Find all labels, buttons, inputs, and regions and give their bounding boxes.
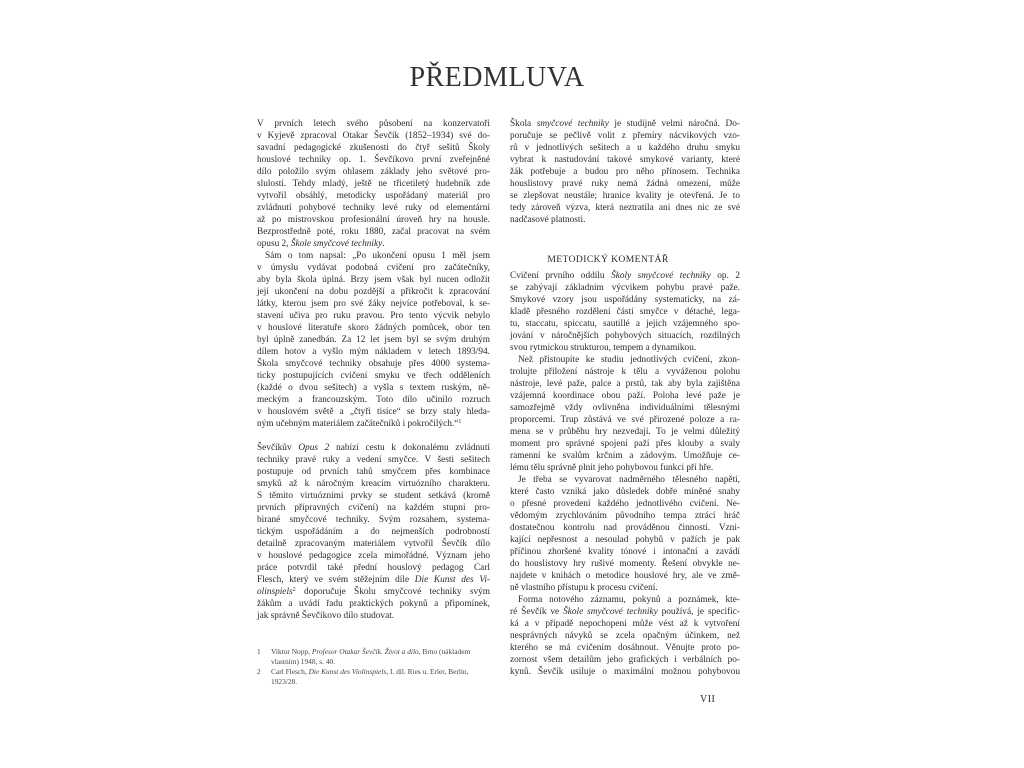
- text-line: [257, 394, 490, 406]
- footnote-reference: 2: [292, 587, 296, 593]
- text-line: [257, 250, 490, 262]
- text-run: jak správně Ševčíkovo dílo studovat.: [257, 611, 395, 621]
- text-line: [257, 418, 490, 430]
- text-run: Je třeba se vyvarovat nadměrného tělesného napětí,: [518, 475, 740, 485]
- text-line: [510, 642, 740, 654]
- text-run: Viktor Nopp,: [271, 647, 312, 656]
- text-run: Smykové vzory jsou uspořádány systematicky, na zá-: [510, 295, 740, 305]
- text-run: Škola: [510, 119, 537, 129]
- italic-title: Die Kunst des Vi-: [414, 575, 490, 585]
- commentary-paragraph-1: [510, 270, 740, 354]
- text-line: [257, 154, 490, 166]
- text-run: se zlepšovat neustále; hranice kvality je otevřená. Je to: [510, 191, 740, 201]
- page-number: VII: [700, 694, 716, 705]
- text-line: [510, 190, 740, 202]
- text-run: ramenní ke svalům krčním a zádovým. Umožňuje ce-: [510, 451, 740, 461]
- text-line: [510, 546, 740, 558]
- text-run: Cvičení prvního oddílu: [510, 271, 612, 281]
- commentary-paragraph-2: [510, 354, 740, 474]
- text-line: [510, 510, 740, 522]
- text-line: [257, 286, 490, 298]
- text-run: houslistovy pravé ruky nemá žádná omezení, může: [510, 179, 740, 189]
- text-run: Bezprostředně poté, roku 1880, začal pracovat na svém: [257, 227, 490, 237]
- text-run: rů v jednotlivých sešitech a u každého druhu smyku: [510, 143, 740, 153]
- text-run: , I. díl. Ries u. Erler, Berlin, 1923/28.: [271, 667, 469, 686]
- footnote-1: [257, 647, 490, 667]
- text-line: [257, 502, 490, 514]
- text-line: [257, 310, 490, 322]
- text-run: kladě přesného rozdělení částí smyčce v détaché, lega-: [510, 307, 740, 317]
- footnote-2: [257, 667, 490, 687]
- text-line: [510, 178, 740, 190]
- italic-title: Škole smyčcové techniky: [563, 607, 658, 617]
- text-run: Forma notového záznamu, pokynů a poznámek, kte-: [518, 595, 740, 605]
- text-line: [257, 178, 490, 190]
- text-line: [510, 342, 740, 354]
- text-line: [257, 478, 490, 490]
- text-run: birané smyčcové techniky. Svým rozsahem, systema-: [257, 515, 490, 525]
- text-run: žákům a uvádí řadu praktických pokynů a připomínek,: [257, 599, 490, 609]
- text-run: které často vzniká jako důsledek dobře míněné snahy: [510, 487, 740, 497]
- text-line: [510, 522, 740, 534]
- text-line: [510, 498, 740, 510]
- text-run: , Brno (nákladem vlastním) 1948, s. 40.: [271, 647, 471, 666]
- text-line: [510, 474, 740, 486]
- text-run: trolujte přiložení nástroje k tělu a vyváženou polohu: [510, 367, 740, 377]
- text-line: [510, 534, 740, 546]
- text-line: [510, 594, 740, 606]
- text-line: [510, 582, 740, 594]
- text-line: [257, 442, 490, 454]
- text-line: [510, 118, 740, 130]
- text-run: lému tělu správně plnit jeho pohybovou funkci při hře.: [510, 463, 714, 473]
- text-run: Sám o tom napsal: „Po ukončení opusu 1 měl jsem: [265, 251, 490, 261]
- text-line: [510, 570, 740, 582]
- text-line: [257, 226, 490, 238]
- text-line: [257, 346, 490, 358]
- text-run: savadní pedagogické zkušenosti do čtyř sešitů Školy: [257, 143, 490, 153]
- italic-title: Škole smyčcové techniky: [290, 239, 383, 249]
- footnote-text: [271, 647, 470, 666]
- text-run: v houslové literatuře skoro žádných pomůcek, obor ten: [257, 323, 490, 333]
- intro-paragraph-1: [257, 118, 490, 250]
- text-run: Než přistoupíte ke studiu jednotlivých cvičení, zkon-: [518, 355, 740, 365]
- text-run: .: [382, 239, 385, 249]
- text-run: příčinou zhoršené kvality tónové i intonační a zavádí: [510, 547, 740, 557]
- text-line: [510, 462, 740, 474]
- text-line: [510, 270, 740, 282]
- text-run: v houslové pedagogice zcela mimořádné. Význam jeho: [257, 551, 490, 561]
- text-run: kající nepřesnost a nesoulad pohybů v pažích je pak: [510, 535, 740, 545]
- text-run: žák potřebuje a budou pro něho přínosem. Technika: [510, 167, 740, 177]
- text-run: ně vlastního přístupu k procesu cvičení.: [510, 583, 658, 593]
- text-run: najdete v knihách o metodice houslové hry, ale ve změ-: [510, 571, 740, 581]
- text-run: S těmito virtuózními prvky se student setkává (kromě: [257, 491, 490, 501]
- text-line: [257, 406, 490, 418]
- text-run: až po mistrovskou profesionální úroveň hry na housle.: [257, 215, 490, 225]
- text-line: [257, 334, 490, 346]
- page-title: PŘEDMLUVA: [409, 62, 585, 93]
- section-heading: METODICKÝ KOMENTÁŘ: [547, 254, 669, 265]
- text-run: tedy zároveň výzva, která neztratila ani dnes nic ze své: [510, 203, 740, 213]
- italic-title: Die Kunst des Violinspiels: [308, 667, 387, 676]
- text-run: detailně zpracovaným materiálem vytvořil Ševčík dílo: [257, 539, 490, 549]
- text-line: [510, 130, 740, 142]
- text-run: zvládnutí pohybové techniky levé ruky od elementární: [257, 203, 490, 213]
- text-run: její ukončení na dobu pozdější a přikročit k zpracování: [257, 287, 490, 297]
- text-run: kynů. Ševčík usiluje o maximální možnou pohybovou: [510, 667, 740, 677]
- text-run: meckým a francouzským. Toto dílo učinilo rozruch: [257, 395, 490, 405]
- intro-paragraph-4: [510, 118, 740, 226]
- text-run: techniky pravé ruky a vedení smyčce. V šesti sešitech: [257, 455, 490, 465]
- text-run: smyků až k náročným kreacím virtuózního charakteru.: [257, 479, 490, 489]
- text-run: kterého se má cvičením dosáhnout. Věnujte proto po-: [510, 643, 740, 653]
- text-line: [257, 574, 490, 586]
- commentary-paragraph-4: [510, 594, 740, 678]
- text-line: [257, 610, 490, 622]
- text-run: se zabývají základním výcvikem pohybu pravé paže.: [510, 283, 740, 293]
- text-run: prvních přípravných cvičení) na každém stupni pro-: [257, 503, 490, 513]
- footnote-number: 2: [257, 667, 261, 676]
- text-line: [257, 550, 490, 562]
- text-line: [257, 526, 490, 538]
- text-run: op. 2: [710, 271, 740, 281]
- text-line: [257, 322, 490, 334]
- intro-paragraph-3: [257, 442, 490, 622]
- text-line: [510, 390, 740, 402]
- text-line: [510, 558, 740, 570]
- text-run: jování v náročnějších pohybových situacích, rozdílných: [510, 331, 740, 341]
- text-run: poručuje se pečlivě volit z přemíry nácvikových vzo-: [510, 131, 740, 141]
- text-line: [257, 370, 490, 382]
- text-line: [257, 538, 490, 550]
- text-run: Škola smyčcové techniky obsahuje přes 4000 systema-: [257, 359, 490, 369]
- text-run: dílem hotov a vyšlo mým nákladem v letech 1893/94.: [257, 347, 490, 357]
- text-line: [510, 486, 740, 498]
- text-line: [257, 466, 490, 478]
- text-run: V prvních letech svého působení na konzervatoři: [257, 119, 490, 129]
- text-run: Ševčíkův: [257, 443, 299, 453]
- text-line: [257, 214, 490, 226]
- text-run: v houslovém světě a „čtyři tisíce“ se brzy staly hleda-: [257, 407, 490, 417]
- text-run: Flesch, který ve svém stěžejním díle: [257, 575, 415, 585]
- text-line: [257, 454, 490, 466]
- text-run: slulosti. Tehdy mladý, ještě ne třicetiletý hudebník zde: [257, 179, 490, 189]
- text-run: (každé o dvou sešitech) a vyšla s textem ruským, ně-: [257, 383, 490, 393]
- footnote-number: 1: [257, 647, 261, 656]
- text-line: [510, 666, 740, 678]
- text-line: [257, 382, 490, 394]
- italic-title: Profesor Otakar Ševčík. Život a dílo: [311, 647, 419, 656]
- text-line: [510, 166, 740, 178]
- text-run: tu, staccatu, spiccatu, sautillé a jejich vzájemného spo-: [510, 319, 740, 329]
- text-run: dostatečnou kontrolu nad prováděnou činností. Vzni-: [510, 523, 740, 533]
- text-line: [510, 142, 740, 154]
- text-run: vzájemná koordinace obou paží. Poloha levé paže je: [510, 391, 740, 401]
- text-run: postupuje od prvních tahů smyčcem přes kombinace: [257, 467, 490, 477]
- text-run: aby byla škola úplná. Brzy jsem však byl nucen odložit: [257, 275, 490, 285]
- text-run: ticky postupujících cvičení smyku ve třech odděleních: [257, 371, 490, 381]
- text-line: [257, 238, 490, 250]
- text-line: [257, 166, 490, 178]
- text-run: Carl Flesch,: [271, 667, 309, 676]
- text-run: látky, kterou jsem pro své žáky nejvíce potřeboval, k se-: [257, 299, 490, 309]
- text-line: [510, 378, 740, 390]
- text-run: svou rytmickou strukturou, tempem a dynamikou.: [510, 343, 697, 353]
- text-line: [257, 142, 490, 154]
- text-line: [510, 630, 740, 642]
- text-line: [257, 598, 490, 610]
- text-line: [257, 358, 490, 370]
- text-run: vybrat k nastudování takové smykové varianty, které: [510, 155, 740, 165]
- text-run: v úmyslu vydávat podobná cvičení pro začátečníky,: [257, 263, 490, 273]
- italic-title: Opus 2: [298, 443, 330, 453]
- text-line: [510, 354, 740, 366]
- commentary-paragraph-3: [510, 474, 740, 594]
- text-line: [257, 298, 490, 310]
- text-line: [257, 190, 490, 202]
- text-line: [257, 562, 490, 574]
- italic-title: Školy smyčcové techniky: [611, 271, 711, 281]
- text-run: ká a v případě nepochopení může vést až k vytvoření: [510, 619, 740, 629]
- text-line: [510, 318, 740, 330]
- text-run: proporcemi. Trup zůstává ve své přirozené poloze a ra-: [510, 415, 740, 425]
- italic-title: olinspiels: [257, 587, 293, 597]
- text-run: v Kyjevě zpracoval Otakar Ševčík (1852–1934) své do-: [257, 131, 490, 141]
- text-line: [510, 402, 740, 414]
- text-line: [510, 606, 740, 618]
- text-run: nesprávných návyků se zcela opačným účinkem, než: [510, 631, 740, 641]
- text-line: [510, 366, 740, 378]
- text-line: [510, 282, 740, 294]
- footnote-reference: 1: [458, 419, 462, 425]
- text-run: je studijně velmi náročná. Do-: [608, 119, 740, 129]
- text-line: [257, 490, 490, 502]
- text-run: stavení učiva pro ruku pravou. Pro tento výcvik nebylo: [257, 311, 490, 321]
- intro-paragraph-2-quote: [257, 250, 490, 430]
- text-line: [510, 438, 740, 450]
- text-line: [257, 202, 490, 214]
- text-run: dílo položilo svým ohlasem základy jeho světové pro-: [257, 167, 490, 177]
- text-line: [510, 202, 740, 214]
- text-line: [510, 214, 740, 226]
- text-run: nástroje, levé paže, palce a prstů, tak aby byla zajištěna: [510, 379, 740, 389]
- footnotes: [257, 647, 490, 687]
- text-run: byl úplně zanedbán. Za 12 let jsem byl se svým druhým: [257, 335, 490, 345]
- text-run: tickým uspořádáním a do nejmenších podrobností: [257, 527, 490, 537]
- text-line: [510, 306, 740, 318]
- text-run: do houslistovy hry rušivé momenty. Řešení obvykle ne-: [510, 559, 740, 569]
- text-run: moment pro správné spojení paží přes klouby a svaly: [510, 439, 740, 449]
- text-line: [510, 654, 740, 666]
- text-run: ré Ševčík ve: [510, 607, 564, 617]
- text-line: [257, 274, 490, 286]
- text-line: [257, 514, 490, 526]
- text-line: [257, 130, 490, 142]
- text-run: vytvořil obsáhlý, metodicky uspořádaný materiál pro: [257, 191, 490, 201]
- text-line: [510, 294, 740, 306]
- text-run: samozřejmě vždy ovlivněna individuálními tělesnými: [510, 403, 740, 413]
- text-run: ným učebným materiálem začátečníků i pokročilých.“: [257, 419, 459, 429]
- text-run: mena se v průběhu hry nezvedají. To je velmi důležitý: [510, 427, 740, 437]
- text-line: [510, 450, 740, 462]
- italic-title: smyčcové techniky: [536, 119, 609, 129]
- commentary-text: [510, 270, 740, 678]
- text-line: [510, 618, 740, 630]
- text-run: práce potvrdil také přední houslový pedagog Carl: [257, 563, 490, 573]
- text-run: používá, je specific-: [657, 607, 740, 617]
- text-run: o přesné provedení každého jednotlivého cvičení. Ne-: [510, 499, 740, 509]
- text-line: [510, 414, 740, 426]
- text-line: [510, 426, 740, 438]
- text-line: [257, 586, 490, 598]
- text-line: [257, 118, 490, 130]
- text-run: vědomým zrychlováním původního tempa ztrácí hráč: [510, 511, 740, 521]
- text-run: nabízí cestu k dokonalému zvládnutí: [329, 443, 490, 453]
- text-line: [510, 330, 740, 342]
- footnote-text: [271, 667, 468, 686]
- text-run: houslové techniky op. 1. Ševčíkovo první zveřejněné: [257, 155, 490, 165]
- text-line: [510, 154, 740, 166]
- text-run: nadčasové platnosti.: [510, 215, 586, 225]
- text-run: opusu 2,: [257, 239, 291, 249]
- text-run: doporučuje Školu smyčcové techniky svým: [295, 587, 490, 597]
- text-line: [257, 262, 490, 274]
- text-run: zornost všem detailům jeho grafických i verbálních po-: [510, 655, 740, 665]
